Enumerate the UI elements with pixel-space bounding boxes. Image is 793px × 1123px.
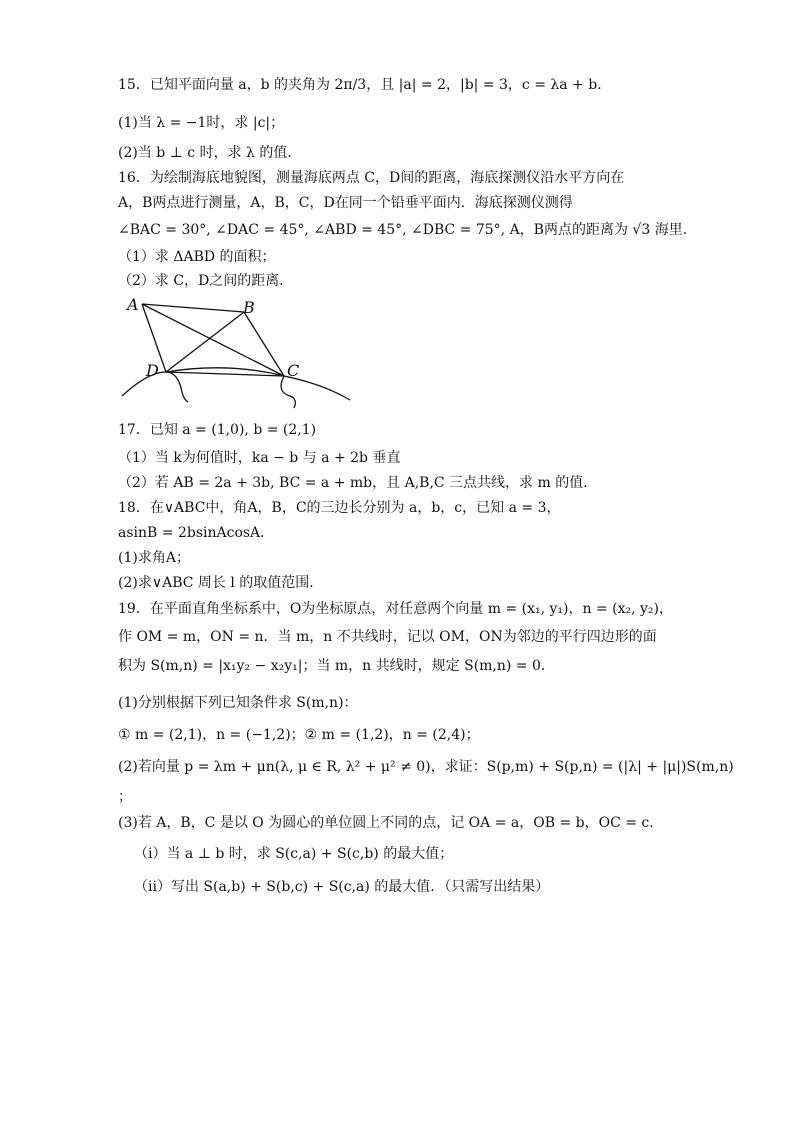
line-17: 17．已知 a = (1,0), b = (2,1) bbox=[118, 422, 317, 438]
line-18-1: (1)求角A； bbox=[118, 550, 190, 566]
label-b: B bbox=[243, 298, 255, 317]
line-16-2: （2）求 C，D之间的距离． bbox=[118, 273, 294, 289]
line-18-b: asinB = 2bsinAcosA． bbox=[118, 525, 275, 541]
line-15-1: (1)当 λ = −1时，求 |c|； bbox=[118, 115, 285, 131]
line-19-1-items: ① m = (2,1)，n = (−1,2)；② m = (1,2)，n = (2,4)； bbox=[118, 727, 480, 743]
label-c: C bbox=[287, 361, 300, 380]
label-d: D bbox=[146, 361, 159, 380]
seabed-figure bbox=[118, 296, 358, 416]
line-16: 16．为绘制海底地貌图，测量海底两点 C，D间的距离，海底探测仪沿水平方向在 bbox=[118, 170, 625, 186]
line-17-2: （2）若 AB = 2a + 3b, BC = a + mb，且 A,B,C 三点共线，求 m 的值． bbox=[118, 475, 598, 491]
line-19-3-i: （i）当 a ⊥ b 时，求 S(c,a) + S(c,b) 的最大值； bbox=[134, 846, 454, 862]
seabed-curve-right bbox=[281, 376, 295, 408]
line-19-3-ii: （ii）写出 S(a,b) + S(b,c) + S(c,a) 的最大值．（只需写出结果） bbox=[134, 879, 550, 895]
line-19-3: (3)若 A，B，C 是以 O 为圆心的单位圆上不同的点，记 OA = a，OB = b，OC = c． bbox=[118, 815, 664, 831]
line-16-1: （1）求 ΔABD 的面积； bbox=[118, 249, 276, 265]
line-18-2: (2)求∨ABC 周长 l 的取值范围． bbox=[118, 575, 324, 591]
line-19-b: 作 OM = m，ON = n．当 m，n 不共线时，记以 OM，ON为邻边的平行四边形的面 bbox=[118, 629, 657, 645]
line-19-c: 积为 S(m,n) = |x₁y₂ − x₂y₁|；当 m，n 共线时，规定 S(m,n) = 0． bbox=[118, 658, 555, 674]
line-19: 19．在平面直角坐标系中，O为坐标原点，对任意两个向量 m = (x₁, y₁)，n = (x₂, y₂)， bbox=[118, 601, 674, 617]
segment-ab bbox=[142, 304, 244, 312]
line-19-2: (2)若向量 p = λm + μn(λ, μ ∈ R, λ² + μ² ≠ 0)，求证：S(p,m) + S(p,n) = (|λ| + |μ|)S(m,n) bbox=[118, 759, 734, 775]
line-19-2-end: ； bbox=[118, 789, 132, 805]
line-17-1: （1）当 k为何值时，ka − b 与 a + 2b 垂直 bbox=[118, 450, 401, 466]
line-16-b: A，B两点进行测量，A，B，C，D在同一个铅垂平面内．海底探测仪测得 bbox=[118, 195, 573, 211]
label-a: A bbox=[127, 295, 139, 314]
line-18: 18．在∨ABC中，角A，B，C的三边长分别为 a，b，c，已知 a = 3， bbox=[118, 500, 561, 516]
segment-bd bbox=[166, 312, 244, 372]
line-19-1: (1)分别根据下列已知条件求 S(m,n)： bbox=[118, 695, 358, 711]
line-15: 15．已知平面向量 a，b 的夹角为 2π/3，且 |a| = 2，|b| = 3，c = λa + b． bbox=[118, 77, 612, 93]
line-16-c: ∠BAC = 30°, ∠DAC = 45°, ∠ABD = 45°, ∠DBC = 75°, A，B两点的距离为 √3 海里. bbox=[118, 222, 688, 238]
line-15-2: (2)当 b ⊥ c 时，求 λ 的值． bbox=[118, 145, 302, 161]
